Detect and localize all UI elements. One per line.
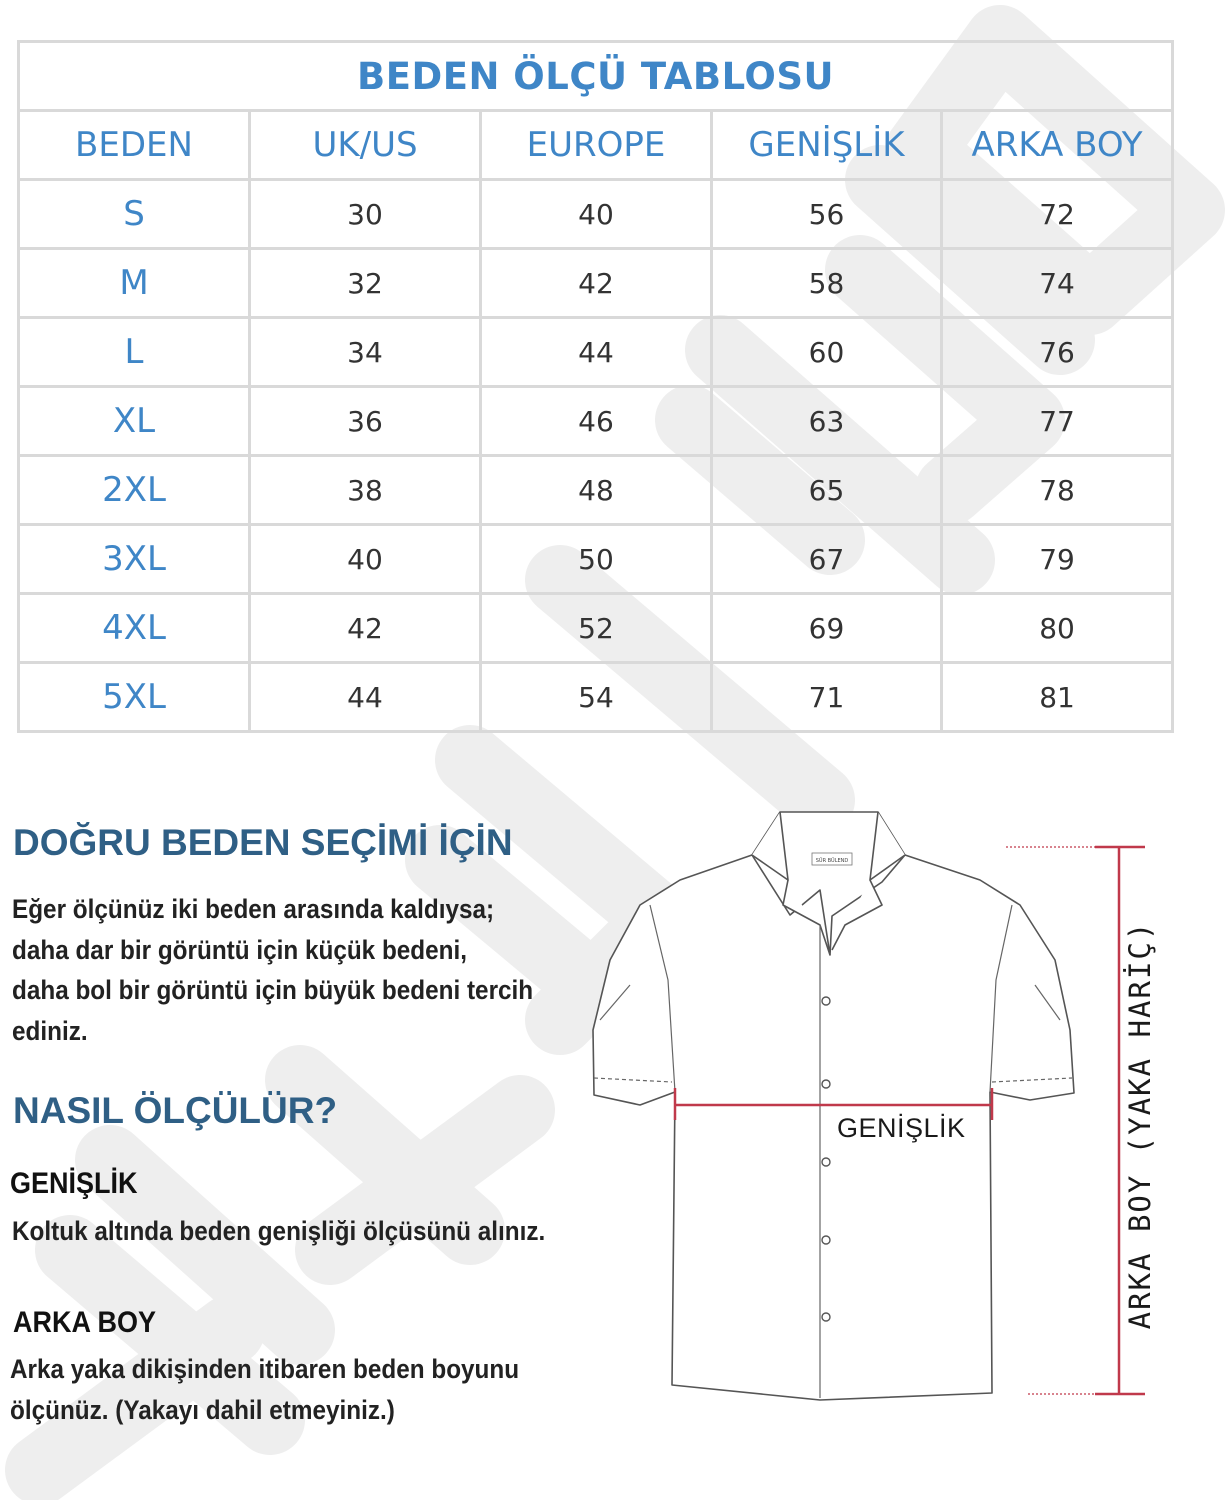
uk-us-cell: 40	[250, 525, 481, 594]
text-line: daha bol bir görüntü için büyük bedeni tercih	[12, 975, 534, 1005]
europe-cell: 50	[481, 525, 712, 594]
back-length-cell: 78	[942, 456, 1173, 525]
uk-us-cell: 38	[250, 456, 481, 525]
width-measure-label: GENİŞLİK	[837, 1113, 966, 1143]
width-cell: 63	[712, 387, 942, 456]
back-length-subheading: ARKA BOY	[13, 1306, 157, 1339]
europe-cell: 52	[481, 594, 712, 663]
europe-cell: 44	[481, 318, 712, 387]
size-cell: 5XL	[19, 663, 250, 732]
width-cell: 69	[712, 594, 942, 663]
back-length-cell: 76	[942, 318, 1173, 387]
width-subheading: GENİŞLİK	[10, 1167, 138, 1200]
column-header-back-length: ARKA BOY	[942, 111, 1173, 180]
size-cell: S	[19, 180, 250, 249]
uk-us-cell: 32	[250, 249, 481, 318]
button-icon	[822, 1080, 830, 1088]
table-row	[19, 387, 1173, 456]
table-title: BEDEN ÖLÇÜ TABLOSU	[19, 42, 1173, 111]
size-cell: 3XL	[19, 525, 250, 594]
width-cell: 60	[712, 318, 942, 387]
column-header-europe: EUROPE	[481, 111, 712, 180]
text-line: Eğer ölçünüz iki beden arasında kaldıysa;	[12, 894, 495, 924]
width-cell: 58	[712, 249, 942, 318]
size-cell: M	[19, 249, 250, 318]
uk-us-cell: 30	[250, 180, 481, 249]
size-selection-heading: DOĞRU BEDEN SEÇİMİ İÇİN	[13, 822, 513, 863]
table-row	[19, 318, 1173, 387]
uk-us-cell: 42	[250, 594, 481, 663]
size-cell: 2XL	[19, 456, 250, 525]
table-row	[19, 525, 1173, 594]
width-cell: 65	[712, 456, 942, 525]
table-row	[19, 594, 1173, 663]
column-header-uk-us: UK/US	[250, 111, 481, 180]
text-line: ölçünüz. (Yakayı dahil etmeyiniz.)	[10, 1394, 395, 1425]
size-cell: XL	[19, 387, 250, 456]
text-line: Arka yaka dikişinden itibaren beden boyunu	[10, 1354, 520, 1384]
text-line: ediniz.	[12, 1015, 88, 1046]
button-icon	[822, 1158, 830, 1166]
europe-cell: 48	[481, 456, 712, 525]
uk-us-cell: 44	[250, 663, 481, 732]
table-header-row	[19, 111, 1173, 180]
table-row	[19, 456, 1173, 525]
width-cell: 56	[712, 180, 942, 249]
width-cell: 71	[712, 663, 942, 732]
europe-cell: 40	[481, 180, 712, 249]
width-instruction: Koltuk altında beden genişliği ölçüsünü alınız.	[12, 1216, 546, 1246]
column-header-size: BEDEN	[19, 111, 250, 180]
column-header-width: GENİŞLİK	[712, 111, 942, 180]
button-icon	[822, 1313, 830, 1321]
table-row	[19, 180, 1173, 249]
uk-us-cell: 36	[250, 387, 481, 456]
europe-cell: 46	[481, 387, 712, 456]
back-length-cell: 80	[942, 594, 1173, 663]
uk-us-cell: 34	[250, 318, 481, 387]
size-table	[17, 40, 1174, 733]
table-title-row	[19, 42, 1173, 111]
europe-cell: 42	[481, 249, 712, 318]
back-length-cell: 77	[942, 387, 1173, 456]
label-tag-text: SÜR BÜLEND	[815, 858, 849, 864]
table-row	[19, 663, 1173, 732]
back-length-cell: 74	[942, 249, 1173, 318]
table-row	[19, 249, 1173, 318]
button-icon	[822, 1236, 830, 1244]
back-length-cell: 81	[942, 663, 1173, 732]
back-length-cell: 72	[942, 180, 1173, 249]
back-length-instruction	[10, 1349, 519, 1430]
button-icon	[822, 997, 830, 1005]
text-line: daha dar bir görüntü için küçük bedeni,	[12, 934, 468, 965]
back-length-cell: 79	[942, 525, 1173, 594]
back-length-measure-label: ARKA BOY (YAKA HARİÇ)	[1123, 920, 1157, 1330]
size-cell: L	[19, 318, 250, 387]
size-selection-text	[12, 889, 533, 1051]
europe-cell: 54	[481, 663, 712, 732]
size-cell: 4XL	[19, 594, 250, 663]
width-cell: 67	[712, 525, 942, 594]
how-to-measure-heading: NASIL ÖLÇÜLÜR?	[13, 1090, 338, 1131]
